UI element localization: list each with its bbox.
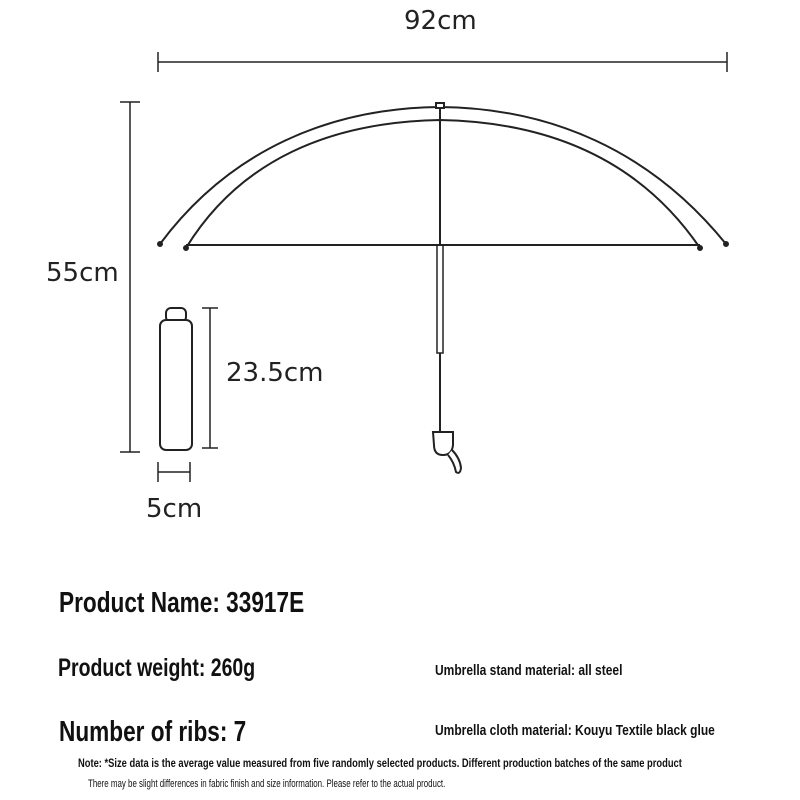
folded-width-label: 5cm — [146, 494, 203, 524]
umbrella-canopy — [158, 103, 728, 250]
product-weight: Product weight: 260g — [58, 654, 256, 682]
folded-width-dimension-line — [158, 462, 190, 482]
cloth-material: Umbrella cloth material: Kouyu Textile black glue — [435, 722, 715, 739]
product-name: Product Name: 33917E — [59, 587, 305, 619]
width-dimension-line — [158, 52, 727, 72]
umbrella-shaft — [437, 108, 443, 432]
size-note-line-2: There may be slight differences in fabric finish and size information. Please refer to the actual product. — [88, 778, 446, 790]
folded-length-label: 23.5cm — [226, 358, 324, 388]
open-height-label: 55cm — [46, 258, 119, 288]
umbrella-handle — [433, 432, 461, 473]
stand-material: Umbrella stand material: all steel — [435, 662, 623, 679]
folded-umbrella — [160, 308, 192, 450]
height-dimension-line — [120, 102, 140, 452]
open-width-label: 92cm — [404, 6, 477, 36]
folded-length-dimension-line — [202, 308, 218, 448]
number-of-ribs: Number of ribs: 7 — [59, 716, 247, 748]
size-note-line-1: Note: *Size data is the average value measured from five randomly selected products. Different production batches of the same product — [78, 756, 682, 770]
